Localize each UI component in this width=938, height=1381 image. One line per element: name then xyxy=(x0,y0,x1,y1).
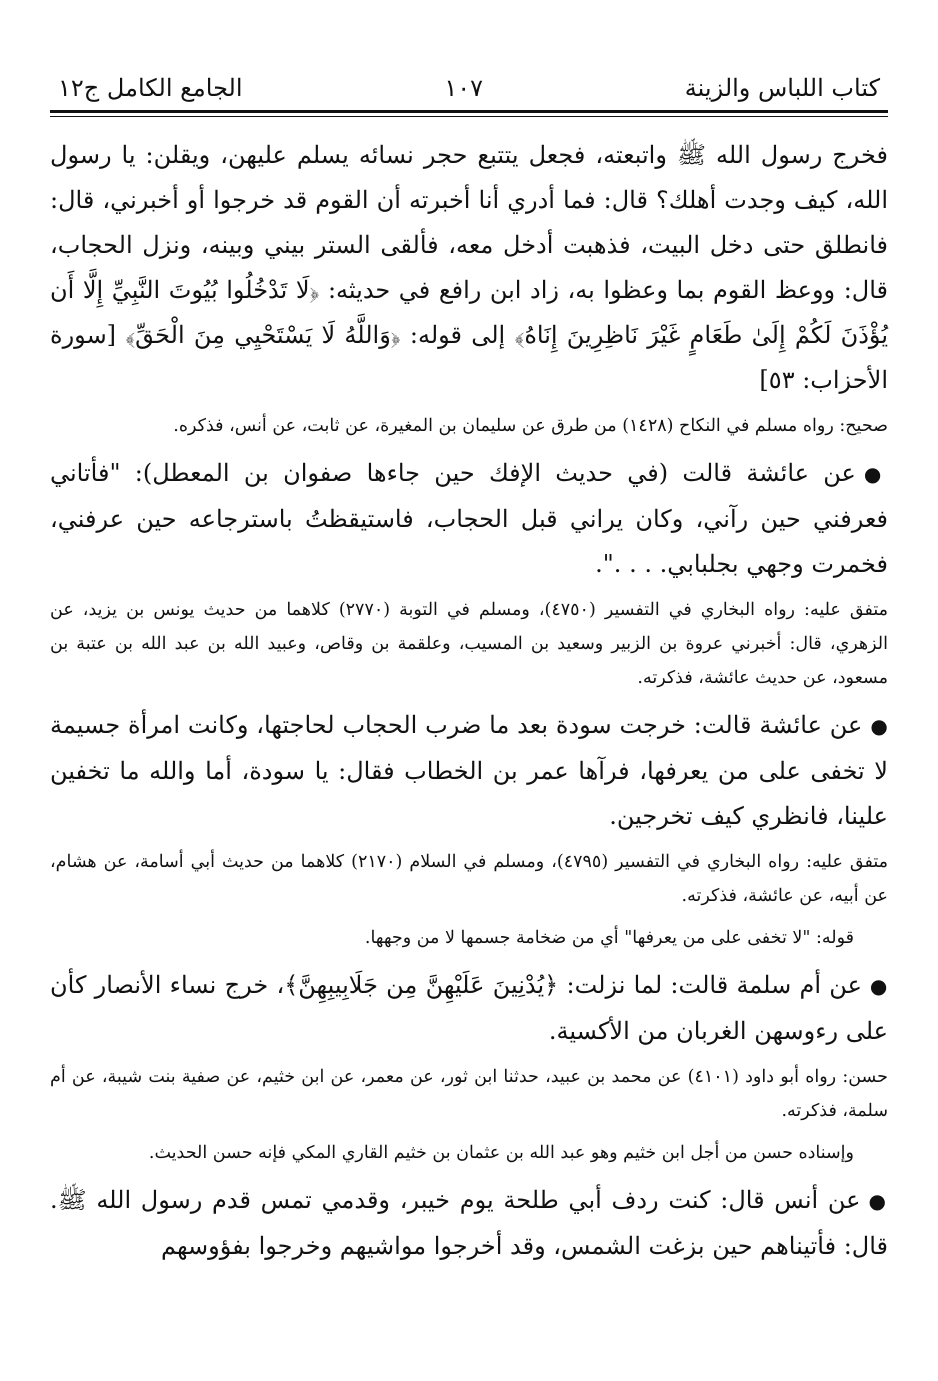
takhrij-note: متفق عليه: رواه البخاري في التفسير (٤٧٥٠)، ومسلم في التوبة (٢٧٧٠) كلاهما من حديث يونس بن يزيد، عن الزهري، قال: أخبرني عروة بن الزبير وسعيد بن المسيب، وعلقمة بن وقاص، وعبيد الله بن عبد الله بن عتبة بن مسعود، عن حديث عائشة، فذكرته. xyxy=(50,600,888,688)
chapter-title: كتاب اللباس والزينة xyxy=(684,74,880,102)
takhrij-note: حسن: رواه أبو داود (٤١٠١) عن محمد بن عبيد، حدثنا ابن ثور، عن معمر، عن ابن خثيم، عن صفية بنت شيبة، عن أم سلمة، فذكرته. xyxy=(50,1067,888,1121)
bullet-icon: ● xyxy=(868,1189,888,1213)
body-text xyxy=(50,133,888,1269)
takhrij-note: متفق عليه: رواه البخاري في التفسير (٤٧٩٥)، ومسلم في السلام (٢١٧٠) كلاهما من حديث أبي أسامة، عن هشام، عن أبيه، عن عائشة، فذكرته. xyxy=(50,852,888,906)
hadith-paragraph: ●عن أنس قال: كنت ردف أبي طلحة يوم خيبر، وقدمي تمس قدم رسول الله ﷺ. قال: فأتيناهم حين بزغت الشمس، وقد أخرجوا مواشيهم وخرجوا بفؤوسهم xyxy=(50,1186,888,1260)
hadith-paragraph: ●عن أم سلمة قالت: لما نزلت: ﴿يُدْنِينَ عَلَيْهِنَّ مِن جَلَابِيبِهِنَّ﴾، خرج نساء الأنصار كأن على رءوسهن الغربان من الأكسية. xyxy=(50,971,888,1045)
header-rule xyxy=(50,110,888,117)
commentary-note: قوله: "لا تخفى على من يعرفها" أي من ضخامة جسمها لا من وجهها. xyxy=(364,928,854,948)
takhrij-note: صحيح: رواه مسلم في النكاح (١٤٢٨) من طرق عن سليمان بن المغيرة، عن ثابت، عن أنس، فذكره. xyxy=(173,416,888,436)
running-header xyxy=(50,60,888,110)
bullet-icon: ● xyxy=(870,714,889,738)
bullet-icon: ● xyxy=(869,974,888,998)
hadith-paragraph: فخرج رسول الله ﷺ واتبعته، فجعل يتتبع حجر نسائه يسلم عليهن، ويقلن: يا رسول الله، كيف وجدت أهلك؟ قال: فما أدري أنا أخبرته أن القوم قد خرجوا أو أخبرني، قال: فانطلق حتى دخل البيت، فذهبت أدخل معه، فألقى الستر بيني وبينه، ونزل الحجاب، قال: ووعظ القوم بما وعظوا به، زاد ابن رافع في حديثه: ﴿لَا تَدْخُلُوا بُيُوتَ النَّبِيِّ إِلَّا أَن يُؤْذَنَ لَكُمْ إِلَىٰ طَعَامٍ غَيْرَ نَاظِرِينَ إِنَاهُ﴾ إلى قوله: ﴿وَاللَّهُ لَا يَسْتَحْيِي مِنَ الْحَقِّ﴾ [سورة الأحزاب: ٥٣] xyxy=(50,141,889,394)
commentary-note: وإسناده حسن من أجل ابن خثيم وهو عبد الله بن عثمان بن خثيم القاري المكي فإنه حسن الحديث. xyxy=(148,1143,854,1163)
bullet-icon: ● xyxy=(863,462,888,486)
page-number: ١٠٧ xyxy=(444,74,483,102)
hadith-paragraph: ●عن عائشة قالت (في حديث الإفك حين جاءها صفوان بن المعطل): "فأتاني فعرفني حين رآني، وكان يراني قبل الحجاب، فاستيقظتُ باسترجاعه حين عرفني، فخمرت وجهي بجلبابي. . . .". xyxy=(50,459,888,578)
book-title: الجامع الكامل ج١٢ xyxy=(58,74,243,102)
hadith-paragraph: ●عن عائشة قالت: خرجت سودة بعد ما ضرب الحجاب لحاجتها، وكانت امرأة جسيمة لا تخفى على من يعرفها، فرآها عمر بن الخطاب فقال: يا سودة، أما والله ما تخفين علينا، فانظري كيف تخرجين. xyxy=(50,711,889,830)
